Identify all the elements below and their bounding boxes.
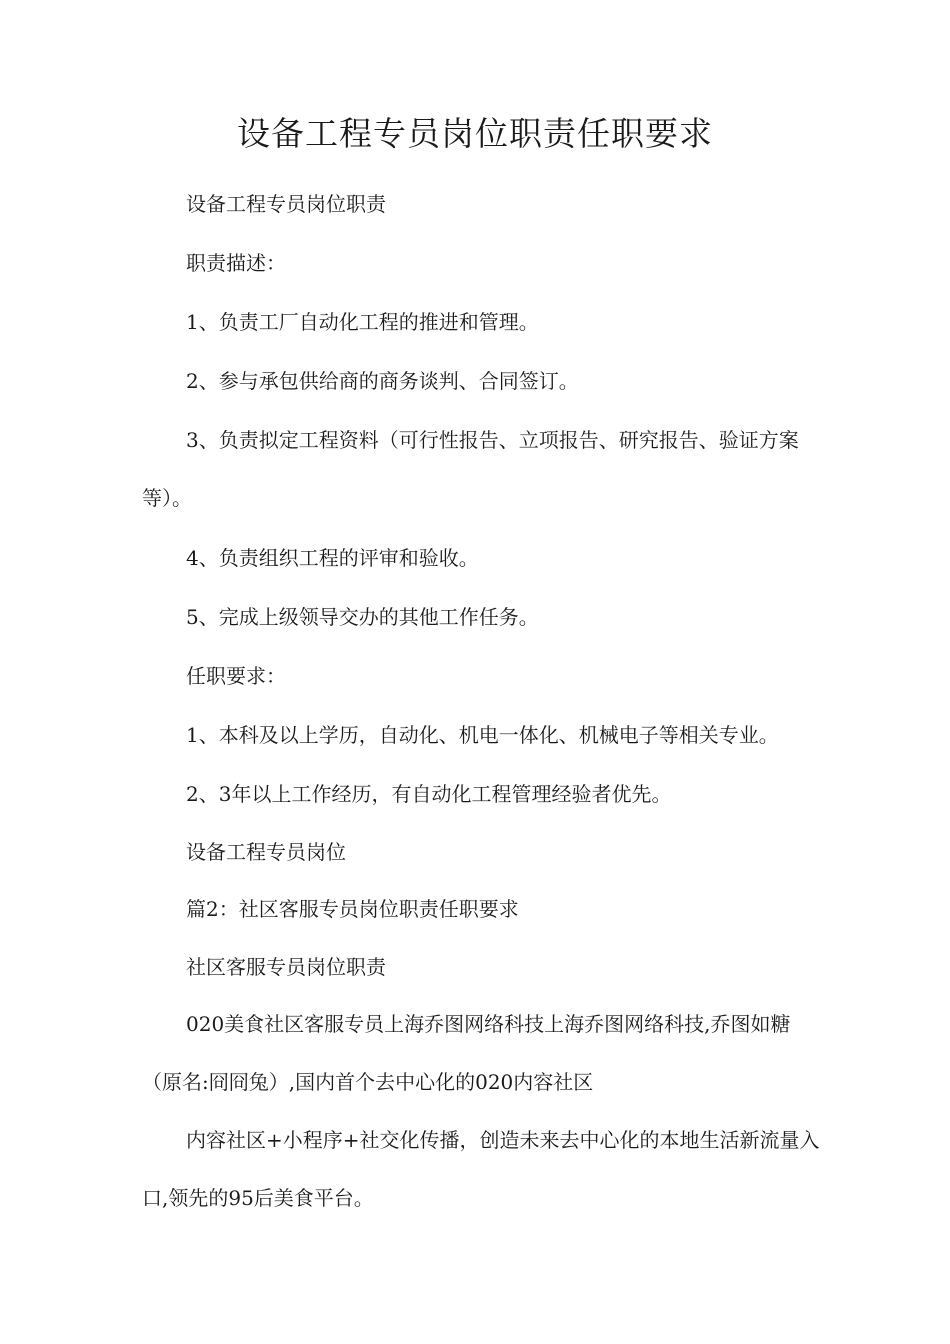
- community-description: 内容社区+小程序+社交化传播，创造未来去中心化的本地生活新流量入口,领先的95后美食平台。: [142, 1128, 820, 1210]
- duty-item-2: 2、参与承包供给商的商务谈判、合同签订。: [186, 369, 579, 393]
- subheading-duties: 职责描述：: [186, 251, 286, 275]
- duty-item-3: 3、负责拟定工程资料（可行性报告、立项报告、研究报告、验证方案等）。: [142, 428, 799, 510]
- requirement-item-1: 1、本科及以上学历，自动化、机电一体化、机械电子等相关专业。: [186, 723, 779, 747]
- section-heading-position: 设备工程专员岗位: [186, 840, 346, 864]
- subheading-requirements: 任职要求：: [186, 664, 286, 688]
- section-heading: 设备工程专员岗位职责: [186, 192, 386, 216]
- duty-item-1: 1、负责工厂自动化工程的推进和管理。: [186, 310, 539, 334]
- duty-item-5: 5、完成上级领导交办的其他工作任务。: [186, 605, 539, 629]
- duty-item-4: 4、负责组织工程的评审和验收。: [186, 546, 479, 570]
- document-title: 设备工程专员岗位职责任职要求: [237, 114, 713, 153]
- community-intro: 020美食社区客服专员上海乔图网络科技上海乔图网络科技,乔图如糖（原名:冏冏兔）,国内首个去中心化的020内容社区: [142, 1012, 791, 1094]
- requirement-item-2: 2、3年以上工作经历，有自动化工程管理经验者优先。: [186, 782, 672, 806]
- article-2-title: 篇2：社区客服专员岗位职责任职要求: [186, 897, 519, 921]
- section-heading-community: 社区客服专员岗位职责: [186, 955, 386, 979]
